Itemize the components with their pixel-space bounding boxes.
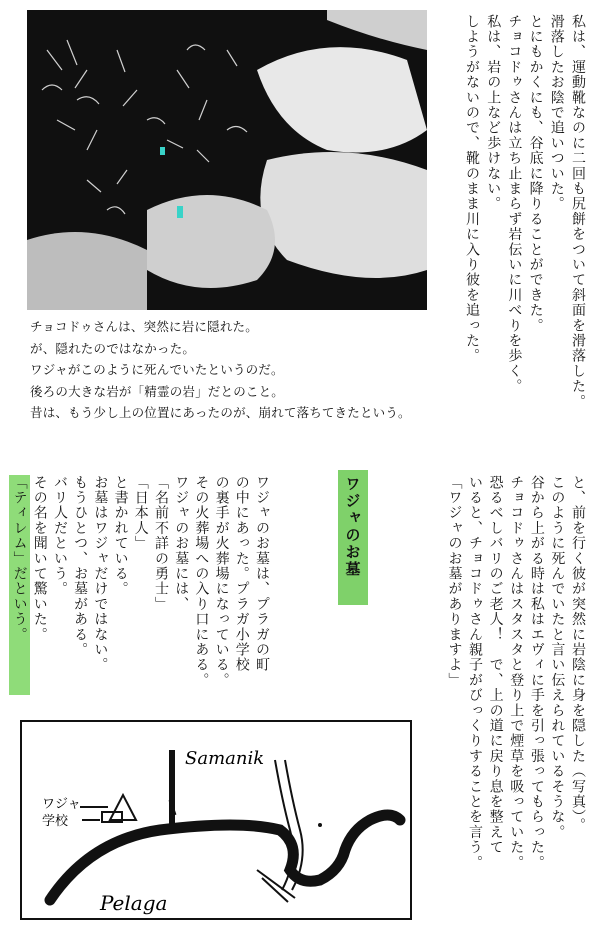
text-line: チョコドゥさんは立ち止まらず岩伝いに川べりを歩く。 (506, 14, 523, 394)
caption-line: 後ろの大きな岩が「精霊の岩」だとのこと。 (30, 383, 285, 399)
text-line: いると、チョコドゥさん親子がびっくりすることを言う。 (467, 475, 484, 871)
map-label-school: 学校 (42, 814, 69, 829)
photo-rock-scene (27, 10, 427, 310)
text-line: しようがないので、靴のまま川に入り彼を追った。 (463, 14, 480, 364)
text-line: 谷から上がる時は私はエヴィに手を引っ張ってもらった。 (528, 475, 545, 871)
photo-caption (30, 316, 430, 424)
text-line: の裏手が火葬場になっている。 (213, 475, 230, 688)
photo-graphic (27, 10, 427, 310)
text-line: 「名前不詳の勇士」 (152, 475, 169, 612)
text-line: と書かれている。 (112, 475, 129, 597)
caption-line: 昔は、もう少し上の位置にあったのが、崩れて落ちてきたという。 (30, 405, 411, 420)
caption-line: チョコドゥさんは、突然に岩に隠れた。 (30, 319, 258, 334)
caption-line: ワジャがこのように死んでいたというのだ。 (30, 362, 284, 377)
hand-drawn-map (20, 720, 412, 920)
text-line: ワジャのお墓は、プラガの町 (254, 475, 270, 673)
text-line: と、前を行く彼が突然に岩陰に身を隠した（写真）。 (570, 475, 586, 833)
text-line: 「日本人」 (132, 475, 149, 551)
text-line: ワジャのお墓には、 (173, 475, 190, 612)
text-line: もうひとつ、お墓がある。 (72, 475, 89, 658)
text-line: チョコドゥさんはスタスタと登り上で煙草を吸っていた。 (508, 475, 525, 871)
text-line: の中にあった。プラガ小学校 (233, 475, 250, 673)
text-line: お墓はワジャだけではない。 (92, 475, 109, 673)
caption-line: が、隠れたのではなかった。 (30, 340, 196, 356)
text-line: 私は、岩の上など歩けない。 (485, 14, 502, 212)
section-heading: ワジャのお墓 (338, 470, 368, 605)
main-road (50, 815, 400, 900)
text-line: 滑落したお陰で追いついた。 (548, 14, 565, 212)
text-line: その名を聞いて驚いた。 (31, 475, 48, 643)
map-label-pelaga: Pelaga (100, 891, 168, 915)
text-line-highlighted: 「ティレム」だという。 (9, 475, 29, 695)
text-line: とにもかくにも、谷底に降りることができた。 (527, 14, 544, 334)
map-label-waja: ワジャ (42, 797, 81, 812)
map-graphic (20, 720, 412, 920)
article-column-top (461, 14, 588, 454)
text-line: 私は、運動靴なのに二回も尻餅をついて斜面を滑落した。 (570, 14, 586, 410)
text-line: このように死んでいたと言い伝えられているそうな。 (549, 475, 566, 840)
article-column-middle (444, 475, 588, 895)
text-line: その火葬場への入り口にある。 (193, 475, 210, 688)
text-line: バリ人だという。 (51, 475, 68, 597)
text-line: 「ワジャのお墓がありますよ」 (446, 475, 463, 688)
map-label-samanik: Samanik (185, 748, 265, 769)
article-column-left (9, 475, 272, 695)
text-line: 恐るべしバリのご老人！ で、上の道に戻り息を整えて (487, 475, 504, 856)
